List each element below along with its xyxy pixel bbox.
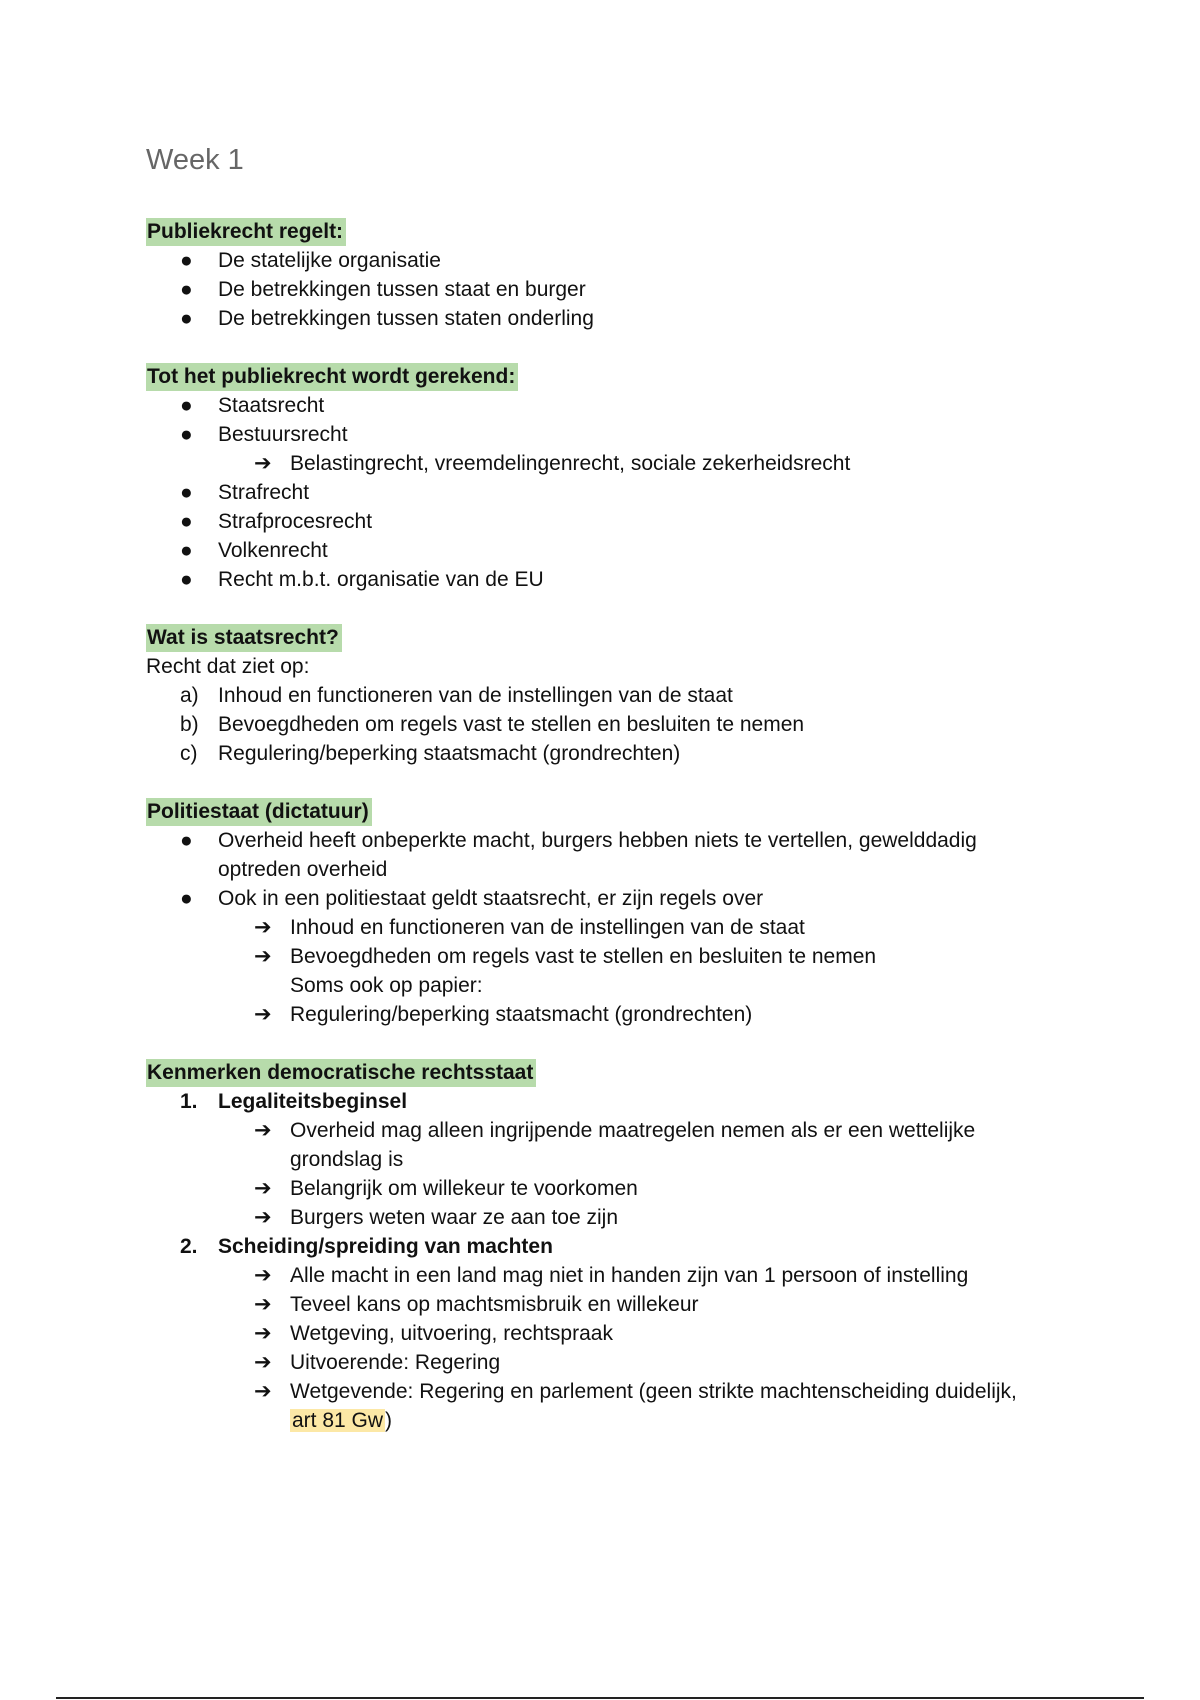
list-subitem: ➔ Bevoegdheden om regels vast te stellen en besluiten te nemen xyxy=(146,942,1076,971)
list-letter: b) xyxy=(180,713,199,736)
bullet-icon: ● xyxy=(180,539,193,562)
list-subitem-note: Soms ook op papier: xyxy=(290,974,483,997)
section-staatsrecht xyxy=(146,624,1076,768)
list-subitem: ➔ Wetgeving, uitvoering, rechtspraak xyxy=(146,1319,1076,1348)
intro-text: Recht dat ziet op: xyxy=(146,655,310,678)
list-item: ● Bestuursrecht xyxy=(146,420,1076,449)
list-letter: c) xyxy=(180,742,198,765)
arrow-right-icon: ➔ xyxy=(254,1322,272,1345)
document-page xyxy=(146,140,1076,1465)
page-title: Week 1 xyxy=(146,144,244,176)
list-item: c) Regulering/beperking staatsmacht (grondrechten) xyxy=(146,739,1076,768)
list-item: b) Bevoegdheden om regels vast te stellen en besluiten te nemen xyxy=(146,710,1076,739)
section-heading: Kenmerken democratische rechtsstaat xyxy=(146,1059,536,1087)
section-kenmerken xyxy=(146,1059,1076,1435)
list-item: ● De statelijke organisatie xyxy=(146,246,1076,275)
section-heading: Wat is staatsrecht? xyxy=(146,624,342,652)
arrow-right-icon: ➔ xyxy=(254,1003,272,1026)
list-subitem: ➔ Regulering/beperking staatsmacht (grondrechten) xyxy=(146,1000,1076,1029)
bullet-icon: ● xyxy=(180,249,193,272)
list-subitem-continuation: art 81 Gw) xyxy=(292,1409,393,1432)
list-item: ● De betrekkingen tussen staat en burger xyxy=(146,275,1076,304)
list-item: ● De betrekkingen tussen staten onderling xyxy=(146,304,1076,333)
arrow-right-icon: ➔ xyxy=(254,1293,272,1316)
numbered-item: 1. Legaliteitsbeginsel xyxy=(146,1087,1076,1116)
list-subitem: ➔ Burgers weten waar ze aan toe zijn xyxy=(146,1203,1076,1232)
arrow-right-icon: ➔ xyxy=(254,945,272,968)
list-subitem-continuation: grondslag is xyxy=(290,1148,404,1171)
list-subitem: ➔ Teveel kans op machtsmisbruik en willekeur xyxy=(146,1290,1076,1319)
numbered-item: 2. Scheiding/spreiding van machten xyxy=(146,1232,1076,1261)
arrow-right-icon: ➔ xyxy=(254,1119,272,1142)
bullet-icon: ● xyxy=(180,481,193,504)
list-subitem: ➔ Overheid mag alleen ingrijpende maatregelen nemen als er een wettelijke xyxy=(146,1116,1076,1145)
list-subitem: ➔ Alle macht in een land mag niet in handen zijn van 1 persoon of instelling xyxy=(146,1261,1076,1290)
list-item: a) Inhoud en functioneren van de instellingen van de staat xyxy=(146,681,1076,710)
list-number: 1. xyxy=(180,1090,198,1113)
bullet-icon: ● xyxy=(180,278,193,301)
article-reference: art 81 Gw xyxy=(292,1409,384,1432)
list-item: ● Volkenrecht xyxy=(146,536,1076,565)
section-heading: Publiekrecht regelt: xyxy=(146,218,346,246)
bullet-icon: ● xyxy=(180,829,193,852)
list-subitem: ➔ Belangrijk om willekeur te voorkomen xyxy=(146,1174,1076,1203)
list-subitem: ➔ Wetgevende: Regering en parlement (geen strikte machtenscheiding duidelijk, xyxy=(146,1377,1076,1406)
section-gerekend xyxy=(146,363,1076,594)
list-item: ● Staatsrecht xyxy=(146,391,1076,420)
section-publiekrecht xyxy=(146,218,1076,333)
bullet-icon: ● xyxy=(180,423,193,446)
list-item: ● Strafprocesrecht xyxy=(146,507,1076,536)
list-number: 2. xyxy=(180,1235,198,1258)
list-subitem: ➔ Belastingrecht, vreemdelingenrecht, sociale zekerheidsrecht xyxy=(146,449,1076,478)
list-item: ● Strafrecht xyxy=(146,478,1076,507)
section-heading: Tot het publiekrecht wordt gerekend: xyxy=(146,363,518,391)
bullet-icon: ● xyxy=(180,510,193,533)
arrow-right-icon: ➔ xyxy=(254,1351,272,1374)
arrow-right-icon: ➔ xyxy=(254,916,272,939)
arrow-right-icon: ➔ xyxy=(254,452,272,475)
list-letter: a) xyxy=(180,684,199,707)
list-item-continuation: optreden overheid xyxy=(218,858,388,881)
bullet-icon: ● xyxy=(180,568,193,591)
list-item: ● Overheid heeft onbeperkte macht, burgers hebben niets te vertellen, gewelddadig xyxy=(146,826,1076,855)
arrow-right-icon: ➔ xyxy=(254,1264,272,1287)
arrow-right-icon: ➔ xyxy=(254,1380,272,1403)
section-politiestaat xyxy=(146,798,1076,1029)
arrow-right-icon: ➔ xyxy=(254,1177,272,1200)
list-item: ● Recht m.b.t. organisatie van de EU xyxy=(146,565,1076,594)
bullet-icon: ● xyxy=(180,307,193,330)
list-subitem: ➔ Inhoud en functioneren van de instellingen van de staat xyxy=(146,913,1076,942)
list-item: ● Ook in een politiestaat geldt staatsrecht, er zijn regels over xyxy=(146,884,1076,913)
bullet-icon: ● xyxy=(180,887,193,910)
section-heading: Politiestaat (dictatuur) xyxy=(146,798,372,826)
list-subitem: ➔ Uitvoerende: Regering xyxy=(146,1348,1076,1377)
bullet-icon: ● xyxy=(180,394,193,417)
arrow-right-icon: ➔ xyxy=(254,1206,272,1229)
page-bottom-rule xyxy=(56,1697,1144,1699)
